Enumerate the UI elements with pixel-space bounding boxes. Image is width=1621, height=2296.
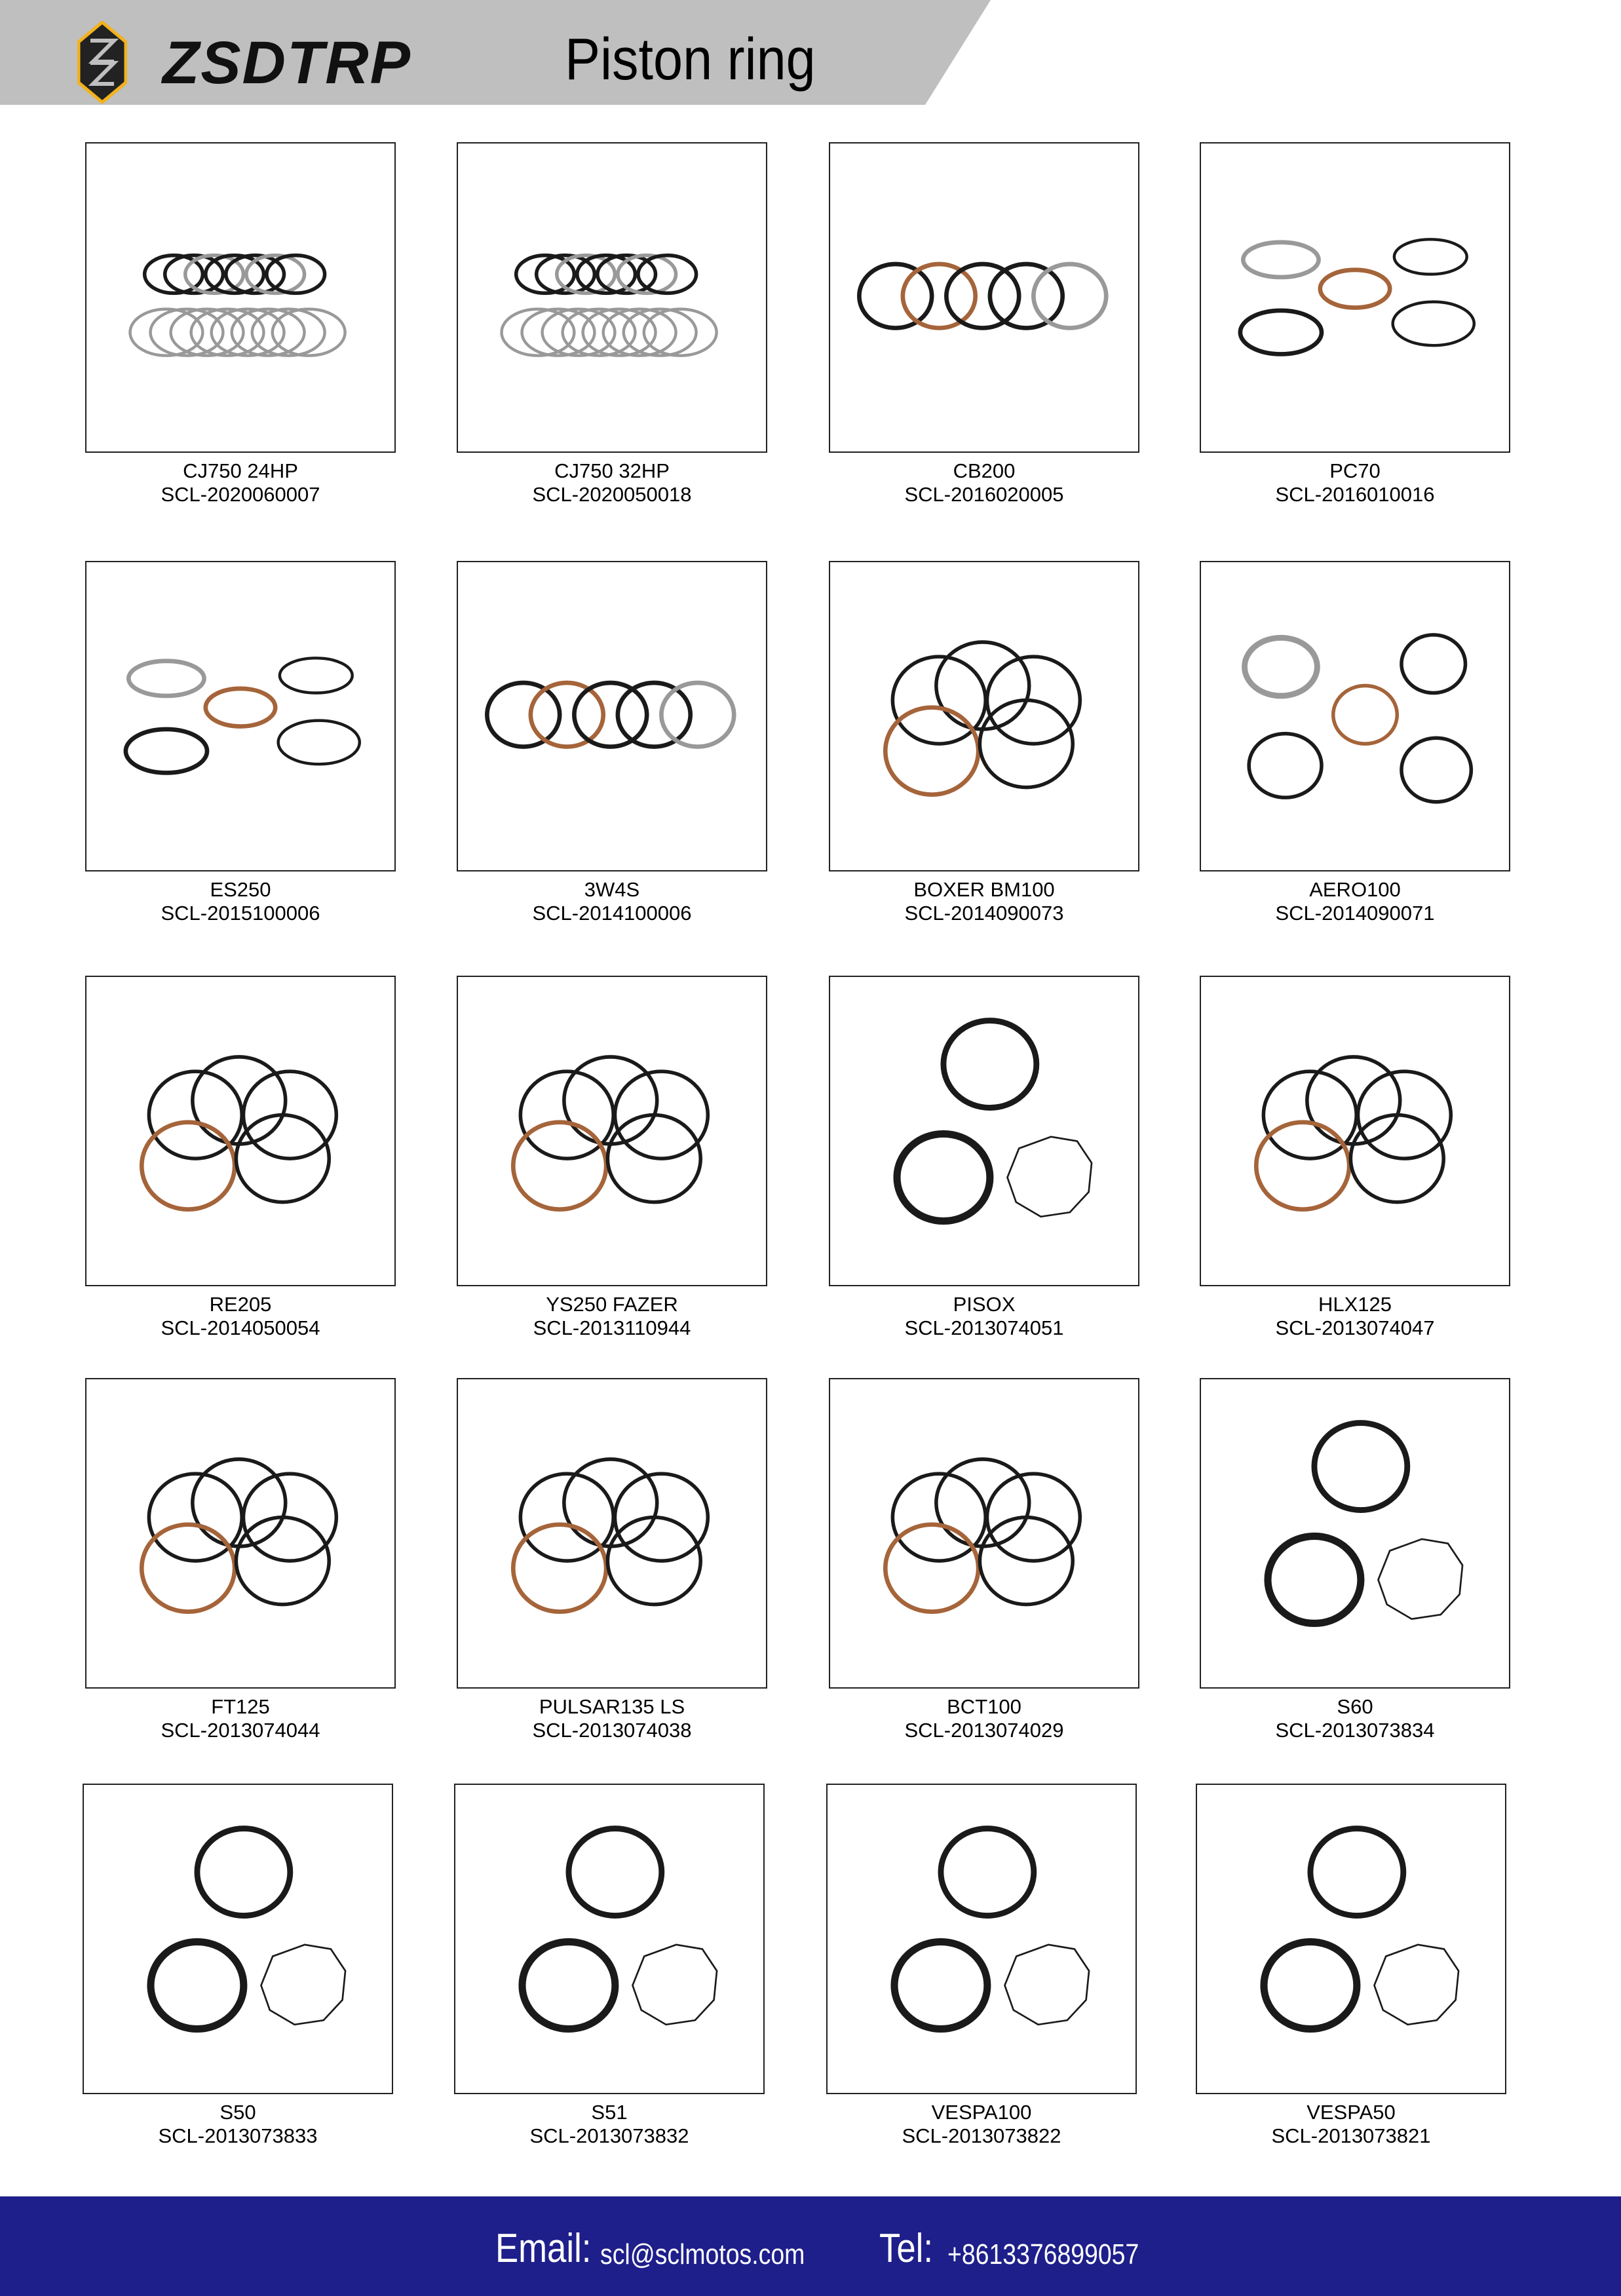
product-card[interactable] — [829, 1378, 1139, 1742]
product-label — [85, 459, 396, 507]
product-code: SCL-2015100006 — [161, 902, 320, 925]
email-link[interactable]: scl@sclmotos.com — [600, 2238, 805, 2270]
piston-ring — [1394, 239, 1467, 274]
piston-ring — [1256, 1122, 1349, 1210]
product-image-frame[interactable] — [457, 976, 767, 1286]
header-band — [0, 0, 991, 105]
product-name: ES250 — [210, 878, 271, 901]
piston-ring — [885, 708, 978, 795]
product-name: HLX125 — [1318, 1293, 1392, 1316]
piston-ring — [885, 1525, 978, 1612]
product-card[interactable] — [1196, 1784, 1506, 2148]
piston-ring — [151, 1942, 244, 2029]
product-name: S60 — [1337, 1695, 1373, 1718]
expander-ring — [632, 1945, 717, 2025]
product-photo — [1201, 1379, 1509, 1687]
piston-ring — [487, 683, 560, 747]
piston-ring — [1243, 242, 1318, 277]
product-photo — [1201, 144, 1509, 451]
piston-ring — [894, 1942, 987, 2029]
product-photo — [830, 562, 1138, 870]
product-name: S50 — [219, 2101, 256, 2124]
brand-logo-text: ZSDTRP — [162, 29, 411, 96]
product-name: PULSAR135 LS — [539, 1695, 685, 1718]
product-card[interactable] — [85, 1378, 396, 1742]
product-code: SCL-2014050054 — [161, 1316, 320, 1339]
piston-ring — [569, 1829, 662, 1916]
product-card[interactable] — [454, 1784, 765, 2148]
product-card[interactable] — [83, 1784, 393, 2148]
piston-ring — [1249, 734, 1322, 798]
product-name: FT125 — [211, 1695, 270, 1718]
email-label: Email: — [495, 2226, 592, 2271]
piston-ring — [946, 264, 1019, 328]
product-photo — [458, 1379, 766, 1687]
product-code: SCL-2013074051 — [904, 1316, 1064, 1339]
product-card[interactable] — [85, 142, 396, 507]
product-photo — [830, 144, 1138, 451]
product-card[interactable] — [85, 976, 396, 1340]
piston-ring — [128, 661, 204, 696]
product-card[interactable] — [457, 561, 767, 925]
product-image-frame[interactable] — [83, 1784, 393, 2094]
piston-ring — [1245, 638, 1318, 696]
product-image-frame[interactable] — [829, 142, 1139, 453]
piston-ring — [990, 264, 1063, 328]
product-name: YS250 FAZER — [546, 1293, 678, 1316]
piston-ring — [142, 1525, 235, 1612]
piston-ring — [126, 729, 207, 773]
product-code: SCL-2013073822 — [902, 2124, 1061, 2147]
product-name: CB200 — [953, 459, 1016, 482]
product-code: SCL-2013110944 — [533, 1316, 691, 1339]
piston-ring — [1402, 738, 1471, 802]
product-code: SCL-2016010016 — [1275, 483, 1435, 506]
product-label — [1200, 459, 1510, 507]
piston-ring — [280, 658, 353, 693]
product-label — [829, 1695, 1139, 1742]
product-label — [1200, 1695, 1510, 1742]
product-card[interactable] — [457, 976, 767, 1340]
piston-ring — [1264, 1942, 1357, 2029]
product-code: SCL-2013073834 — [1275, 1719, 1435, 1742]
product-code: SCL-2013073821 — [1271, 2124, 1431, 2147]
product-image-frame[interactable] — [1200, 142, 1510, 453]
product-code: SCL-2014090073 — [904, 902, 1064, 925]
product-label — [457, 1293, 767, 1340]
tel-label: Tel: — [879, 2226, 934, 2271]
product-label — [829, 1293, 1139, 1340]
piston-ring — [1314, 1423, 1407, 1510]
piston-ring — [1268, 1536, 1361, 1623]
piston-ring — [142, 1122, 235, 1210]
product-card[interactable] — [1200, 142, 1510, 507]
product-code: SCL-2013073833 — [158, 2124, 318, 2147]
piston-ring — [1402, 635, 1466, 693]
piston-ring — [1240, 311, 1322, 354]
product-card[interactable] — [829, 976, 1139, 1340]
product-photo — [458, 562, 766, 870]
product-label — [826, 2101, 1137, 2148]
product-image-frame[interactable] — [85, 1378, 396, 1689]
product-label — [85, 1293, 396, 1340]
piston-ring — [278, 721, 360, 765]
product-image-frame[interactable] — [829, 561, 1139, 871]
product-name: CJ750 32HP — [554, 459, 670, 482]
product-photo — [84, 1785, 392, 2093]
product-card[interactable] — [829, 561, 1139, 925]
expander-ring — [261, 1945, 345, 2025]
product-label — [829, 459, 1139, 507]
expander-ring — [1378, 1539, 1462, 1619]
product-code: SCL-2013074029 — [904, 1719, 1064, 1742]
product-photo — [86, 562, 394, 870]
product-code: SCL-2013074047 — [1275, 1316, 1435, 1339]
product-photo — [830, 977, 1138, 1285]
piston-ring — [1320, 270, 1390, 308]
product-name: BCT100 — [947, 1695, 1021, 1718]
piston-ring — [897, 1134, 990, 1221]
piston-ring — [522, 1942, 615, 2029]
product-card[interactable] — [1200, 561, 1510, 925]
product-name: 3W4S — [584, 878, 640, 901]
piston-ring — [944, 1021, 1037, 1108]
product-photo — [1201, 562, 1509, 870]
product-image-frame[interactable] — [1200, 561, 1510, 871]
product-label — [829, 878, 1139, 925]
product-image-frame[interactable] — [829, 976, 1139, 1286]
product-name: PISOX — [953, 1293, 1016, 1316]
product-name: CJ750 24HP — [183, 459, 298, 482]
product-label — [83, 2101, 393, 2148]
product-name: RE205 — [209, 1293, 272, 1316]
piston-ring — [1333, 685, 1398, 744]
product-photo — [1197, 1785, 1505, 2093]
expander-ring — [1007, 1137, 1092, 1217]
product-image-frame[interactable] — [457, 561, 767, 871]
product-image-frame[interactable] — [85, 561, 396, 871]
piston-ring — [513, 1122, 606, 1210]
piston-ring — [1033, 264, 1106, 328]
product-code: SCL-2014100006 — [532, 902, 692, 925]
product-code: SCL-2013074044 — [161, 1719, 320, 1742]
product-image-frame[interactable] — [457, 142, 767, 453]
product-label — [1200, 878, 1510, 925]
product-label — [457, 878, 767, 925]
product-image-frame[interactable] — [85, 142, 396, 453]
product-code: SCL-2013074038 — [532, 1719, 692, 1742]
product-image-frame[interactable] — [1200, 976, 1510, 1286]
product-label — [457, 1695, 767, 1742]
product-card[interactable] — [829, 142, 1139, 507]
product-code: SCL-2020050018 — [532, 483, 692, 506]
product-name: AERO100 — [1309, 878, 1401, 901]
product-photo — [458, 977, 766, 1285]
tel-number[interactable]: +8613376899057 — [947, 2238, 1139, 2270]
piston-ring — [1393, 302, 1474, 346]
piston-ring — [618, 683, 691, 747]
product-label — [85, 1695, 396, 1742]
product-card[interactable] — [826, 1784, 1137, 2148]
piston-ring — [859, 264, 932, 328]
product-name: VESPA50 — [1306, 2101, 1396, 2124]
product-photo — [86, 977, 394, 1285]
product-image-frame[interactable] — [1196, 1784, 1506, 2094]
piston-ring — [531, 683, 603, 747]
product-code: SCL-2013073832 — [529, 2124, 689, 2147]
product-label — [85, 878, 396, 925]
product-photo — [1201, 977, 1509, 1285]
product-name: BOXER BM100 — [913, 878, 1055, 901]
product-photo — [828, 1785, 1135, 2093]
piston-ring — [513, 1525, 606, 1612]
product-photo — [455, 1785, 763, 2093]
footer-contact-bar — [0, 2196, 1621, 2296]
product-image-frame[interactable] — [1200, 1378, 1510, 1689]
product-photo — [830, 1379, 1138, 1687]
product-image-frame[interactable] — [454, 1784, 765, 2094]
product-name: PC70 — [1329, 459, 1381, 482]
product-code: SCL-2014090071 — [1275, 902, 1435, 925]
page-title: Piston ring — [565, 27, 816, 92]
product-label — [454, 2101, 765, 2148]
product-photo — [458, 144, 766, 451]
expander-ring — [1374, 1945, 1459, 2025]
product-image-frame[interactable] — [826, 1784, 1137, 2094]
product-name: S51 — [591, 2101, 628, 2124]
product-card[interactable] — [457, 142, 767, 507]
product-image-frame[interactable] — [457, 1378, 767, 1689]
product-code: SCL-2020060007 — [161, 483, 320, 506]
expander-ring — [1004, 1945, 1089, 2025]
piston-ring — [661, 683, 734, 747]
brand-logo-icon — [77, 21, 127, 104]
piston-ring — [1310, 1829, 1403, 1916]
piston-ring — [574, 683, 647, 747]
product-label — [457, 459, 767, 507]
piston-ring — [903, 264, 976, 328]
product-card[interactable] — [457, 1378, 767, 1742]
product-code: SCL-2016020005 — [904, 483, 1064, 506]
product-name: VESPA100 — [931, 2101, 1032, 2124]
product-card[interactable] — [1200, 1378, 1510, 1742]
product-photo — [86, 144, 394, 451]
product-card[interactable] — [85, 561, 396, 925]
piston-ring — [941, 1829, 1034, 1916]
product-image-frame[interactable] — [85, 976, 396, 1286]
product-label — [1196, 2101, 1506, 2148]
product-card[interactable] — [1200, 976, 1510, 1340]
product-label — [1200, 1293, 1510, 1340]
product-image-frame[interactable] — [829, 1378, 1139, 1689]
piston-ring — [197, 1829, 290, 1916]
product-photo — [86, 1379, 394, 1687]
piston-ring — [206, 689, 275, 727]
